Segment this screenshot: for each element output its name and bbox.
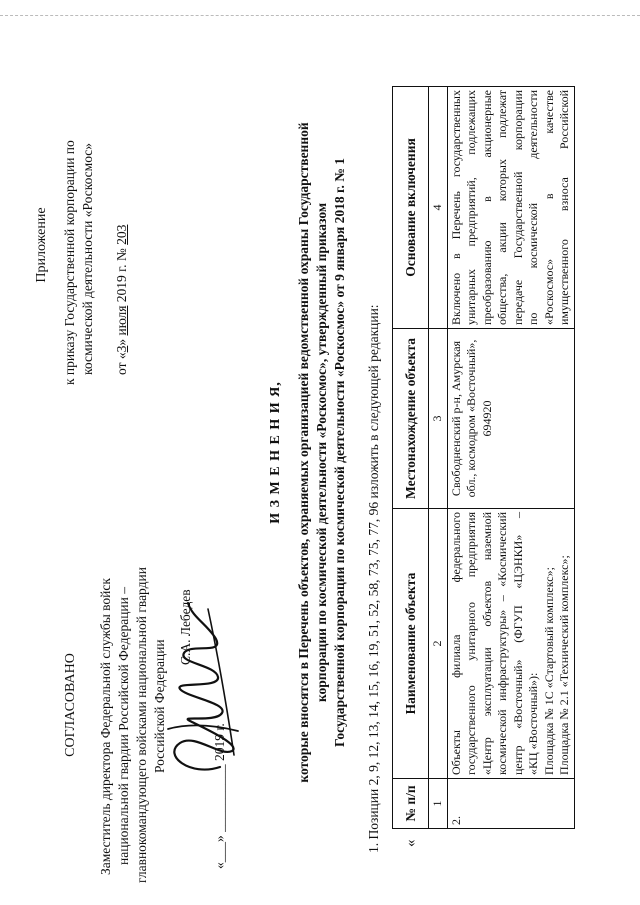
object-location-line: обл., космодром «Восточный»,	[464, 339, 478, 498]
basis-line: «Роскосмос» в качестве	[541, 90, 556, 325]
approval-date-line: «___» __________ 2019 г.	[212, 723, 227, 869]
object-name-line: Объекты филиала федерального	[448, 512, 463, 775]
object-location-line: Свободненский р-н, Амурская	[448, 340, 463, 497]
document-title: И З М Е Н Е Н И Я,	[268, 381, 283, 524]
approval-heading: СОГЛАСОВАНО	[63, 653, 78, 757]
inclusion-basis-cell	[447, 87, 574, 329]
header-basis: Основание включения	[393, 87, 429, 329]
item-1-text: 1. Позиции 2, 9, 12, 13, 14, 15, 16, 19, 51, 52, 58, 73, 75, 77, 96 изложить в следующей редакции:	[366, 304, 381, 853]
appendix-line-2: космической деятельности «Роскосмос»	[80, 142, 95, 375]
object-location-line: 694920	[479, 400, 494, 437]
order-day: 3	[114, 345, 129, 353]
approval-line-3: главнокомандующего войсками национальной гвардии	[134, 567, 149, 883]
approval-signer: С.А. Лебедев	[178, 589, 193, 665]
table-row	[447, 87, 574, 829]
object-name-cell	[447, 509, 574, 779]
object-name-line: Площадка № 1С «Стартовый комплекс»;	[541, 567, 556, 775]
objects-table	[392, 86, 575, 829]
approval-line-2: национальной гвардии Российской Федерации –	[116, 587, 131, 865]
col-number-2: 2	[429, 509, 448, 779]
order-prefix: от «	[114, 352, 129, 375]
order-year-no: 2019 г. №	[114, 244, 129, 306]
approval-line-1: Заместитель директора Федеральной службы войск	[98, 578, 113, 875]
order-month: июля	[114, 305, 129, 336]
object-name-line: космической инфраструктуры» – «Космический	[495, 512, 509, 775]
basis-line: общества, акции которых подлежат	[495, 90, 509, 325]
approval-line-4: Российской Федерации	[152, 639, 167, 773]
object-name-line: «Центр эксплуатации объектов наземной	[479, 512, 494, 775]
header-no: № п/п	[393, 779, 429, 829]
row-number: 2.	[447, 779, 574, 829]
col-number-4: 4	[429, 87, 448, 329]
object-name-line: центр «Восточный» (ФГУП «ЦЭНКИ» –	[510, 512, 525, 775]
appendix-order-ref	[114, 225, 130, 375]
document-subtitle-2: корпорации по космической деятельности «Роскосмос», утвержденный приказом	[314, 202, 329, 703]
basis-line: имущественного взноса Российской	[557, 90, 571, 325]
object-location-cell	[447, 329, 574, 509]
header-location: Местонахождение объекта	[393, 329, 429, 509]
order-number: 203	[114, 224, 129, 245]
basis-line: передаче Государственной корпорации	[510, 90, 525, 325]
handwritten-signature	[150, 595, 245, 785]
object-name-line: Площадка № 2.1 «Технический комплекс»;	[557, 555, 571, 775]
col-number-1: 1	[429, 779, 448, 829]
basis-line: по космической деятельности	[526, 90, 540, 325]
basis-line: унитарных предприятий, подлежащих	[464, 90, 478, 325]
basis-line: Включено в Перечень государственных	[448, 90, 463, 325]
object-name-line: государственного унитарного предприятия	[464, 512, 478, 775]
opening-quote-mark: «	[403, 839, 419, 847]
col-number-3: 3	[429, 329, 448, 509]
document-subtitle-3: Государственной корпорации по космической деятельности «Роскосмос» от 9 января 2018 г. № 1	[332, 158, 347, 747]
document-subtitle-1: которые вносятся в Перечень объектов, охраняемых организацией ведомственной охраны Государственной	[296, 122, 311, 783]
header-name: Наименование объекта	[393, 509, 429, 779]
table-header-row	[393, 87, 429, 829]
table-col-number-row	[429, 87, 448, 829]
appendix-title: Приложение	[34, 207, 49, 283]
order-mid: »	[114, 335, 129, 346]
appendix-line-1: к приказу Государственной корпорации по	[62, 140, 77, 385]
basis-line: преобразованию в акционерные	[479, 90, 494, 325]
object-name-line: «КЦ «Восточный»):	[526, 672, 540, 775]
